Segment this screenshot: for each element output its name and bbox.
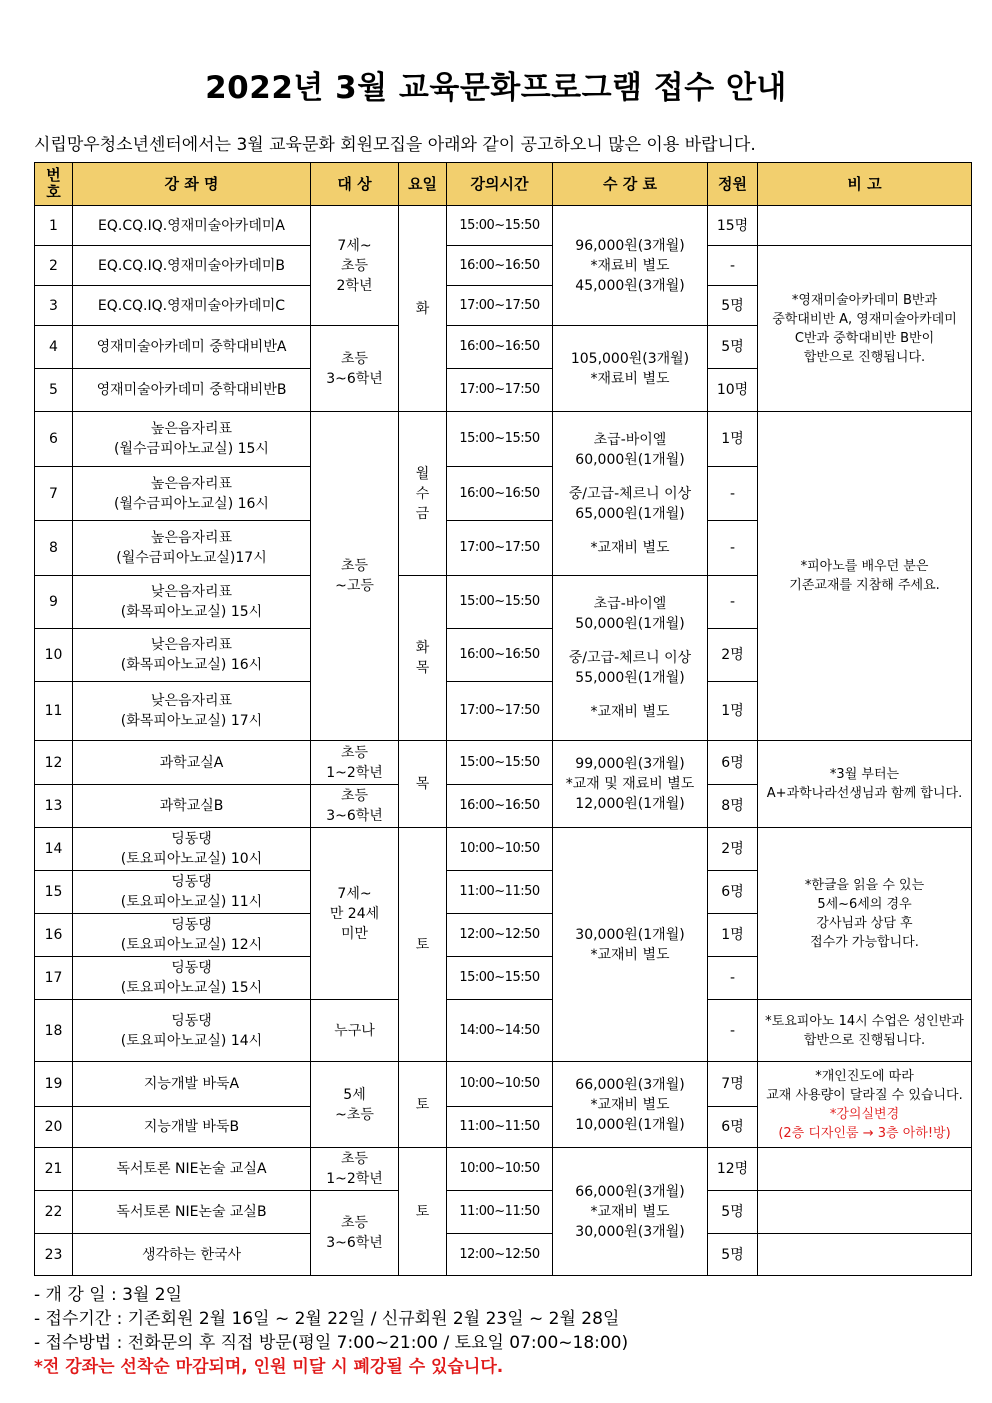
header-row — [35, 163, 972, 206]
remarks-cell: *영재미술아카데미 B반과 중학대비반 A, 영재미술아카데미 C반과 중학대비반 B반이 합반으로 진행됩니다. — [758, 246, 972, 412]
page-title: 2022년 3월 교육문화프로그램 접수 안내 — [205, 70, 787, 106]
header-day: 요일 — [399, 163, 447, 206]
target-cell: 초등 1~2학년 — [311, 741, 399, 785]
day-cell: 목 — [399, 741, 447, 828]
row-num: 4 — [35, 326, 73, 369]
row-num: 22 — [35, 1191, 73, 1234]
time-cell: 14:00~14:50 — [447, 1000, 553, 1062]
time-cell: 16:00~16:50 — [447, 629, 553, 682]
row-num: 21 — [35, 1148, 73, 1191]
course-name: 높은음자리표 (월수금피아노교실) 15시 — [73, 412, 311, 467]
row-num: 13 — [35, 785, 73, 828]
row-num: 11 — [35, 682, 73, 741]
course-name: 영재미술아카데미 중학대비반B — [73, 369, 311, 412]
remarks-cell: *개인진도에 따라 교재 사용량이 달라질 수 있습니다. *강의실변경 (2층 디자인룸 → 3층 아하!방) — [758, 1062, 972, 1148]
time-cell: 16:00~16:50 — [447, 467, 553, 521]
header-num: 번 호 — [35, 163, 73, 206]
row-num: 1 — [35, 206, 73, 246]
remarks-cell: *한글을 읽을 수 있는 5세~6세의 경우 강사님과 상담 후 접수가 가능합니다. — [758, 828, 972, 1000]
capacity-cell: 5명 — [708, 326, 758, 369]
opening-date: - 개 강 일 : 3월 2일 — [34, 1285, 183, 1305]
row-num: 7 — [35, 467, 73, 521]
course-name: 낮은음자리표 (화목피아노교실) 15시 — [73, 576, 311, 629]
course-name: EQ.CQ.IQ.영재미술아카데미A — [73, 206, 311, 246]
capacity-cell: - — [708, 957, 758, 1000]
capacity-cell: 6명 — [708, 871, 758, 914]
day-cell: 화 — [399, 206, 447, 412]
table-row — [35, 1234, 972, 1276]
remarks-cell — [758, 1191, 972, 1234]
capacity-cell: 12명 — [708, 1148, 758, 1191]
capacity-cell: 2명 — [708, 629, 758, 682]
header-time: 강의시간 — [447, 163, 553, 206]
time-cell: 15:00~15:50 — [447, 412, 553, 467]
target-cell: 초등 1~2학년 — [311, 1148, 399, 1191]
course-name: 영재미술아카데미 중학대비반A — [73, 326, 311, 369]
remarks-cell: *토요피아노 14시 수업은 성인반과 합반으로 진행됩니다. — [758, 1000, 972, 1062]
capacity-cell: 1명 — [708, 914, 758, 957]
day-cell: 토 — [399, 828, 447, 1062]
table-row — [35, 828, 972, 871]
course-name: 독서토론 NIE논술 교실B — [73, 1191, 311, 1234]
time-cell: 11:00~11:50 — [447, 1191, 553, 1234]
time-cell: 11:00~11:50 — [447, 1107, 553, 1148]
capacity-cell: - — [708, 576, 758, 629]
table-row — [35, 206, 972, 246]
row-num: 17 — [35, 957, 73, 1000]
row-num: 3 — [35, 286, 73, 326]
fee-cell: 99,000원(3개월) *교재 및 재료비 별도 12,000원(1개월) — [553, 741, 708, 828]
course-name: EQ.CQ.IQ.영재미술아카데미B — [73, 246, 311, 286]
course-name: 낮은음자리표 (화목피아노교실) 17시 — [73, 682, 311, 741]
row-num: 12 — [35, 741, 73, 785]
row-num: 18 — [35, 1000, 73, 1062]
capacity-cell: 8명 — [708, 785, 758, 828]
course-name: 독서토론 NIE논술 교실A — [73, 1148, 311, 1191]
target-cell: 7세~ 만 24세 미만 — [311, 828, 399, 1000]
course-name: 딩동댕 (토요피아노교실) 11시 — [73, 871, 311, 914]
fee-cell: 66,000원(3개월) *교재비 별도 30,000원(3개월) — [553, 1148, 708, 1276]
row-num: 8 — [35, 521, 73, 576]
time-cell: 16:00~16:50 — [447, 246, 553, 286]
target-cell: 초등 3~6학년 — [311, 326, 399, 412]
closing-warning: *전 강좌는 선착순 마감되며, 인원 미달 시 폐강될 수 있습니다. — [34, 1357, 504, 1377]
capacity-cell: 15명 — [708, 206, 758, 246]
header-remarks: 비 고 — [758, 163, 972, 206]
intro-text: 시립망우청소년센터에서는 3월 교육문화 회원모집을 아래와 같이 공고하오니 많은 이용 바랍니다. — [34, 135, 756, 155]
fee-cell: 초급-바이엘 50,000원(1개월) 중/고급-체르니 이상 55,000원(1개월) *교재비 별도 — [553, 576, 708, 741]
target-cell: 초등 3~6학년 — [311, 1191, 399, 1276]
time-cell: 11:00~11:50 — [447, 871, 553, 914]
capacity-cell: 5명 — [708, 1234, 758, 1276]
target-cell: 초등 3~6학년 — [311, 785, 399, 828]
capacity-cell: 1명 — [708, 682, 758, 741]
remarks-cell: *피아노를 배우던 분은 기존교재를 지참해 주세요. — [758, 412, 972, 741]
target-cell: 초등 ~고등 — [311, 412, 399, 741]
capacity-cell: 5명 — [708, 1191, 758, 1234]
table-row — [35, 1148, 972, 1191]
course-name: 높은음자리표 (월수금피아노교실) 16시 — [73, 467, 311, 521]
day-cell: 월 수 금 — [399, 412, 447, 576]
time-cell: 15:00~15:50 — [447, 206, 553, 246]
time-cell: 17:00~17:50 — [447, 286, 553, 326]
registration-period: - 접수기간 : 기존회원 2월 16일 ~ 2월 22일 / 신규회원 2월 23일 ~ 2월 28일 — [34, 1309, 620, 1329]
room-change-detail: (2층 디자인룸 → 3층 아하!방) — [778, 1125, 951, 1141]
table-row — [35, 1000, 972, 1062]
course-name: 딩동댕 (토요피아노교실) 15시 — [73, 957, 311, 1000]
target-cell: 5세 ~초등 — [311, 1062, 399, 1148]
remarks-cell: *3월 부터는 A+과학나라선생님과 함께 합니다. — [758, 741, 972, 828]
course-name: 딩동댕 (토요피아노교실) 10시 — [73, 828, 311, 871]
course-name: 생각하는 한국사 — [73, 1234, 311, 1276]
table-row — [35, 1062, 972, 1107]
room-change-note: *강의실변경 — [829, 1106, 900, 1122]
target-cell: 누구나 — [311, 1000, 399, 1062]
time-cell: 12:00~12:50 — [447, 1234, 553, 1276]
registration-method: - 접수방법 : 전화문의 후 직접 방문(평일 7:00~21:00 / 토요일 07:00~18:00) — [34, 1333, 629, 1353]
capacity-cell: 5명 — [708, 286, 758, 326]
remarks-cell — [758, 1234, 972, 1276]
header-target: 대 상 — [311, 163, 399, 206]
course-name: 딩동댕 (토요피아노교실) 12시 — [73, 914, 311, 957]
course-name: 지능개발 바둑B — [73, 1107, 311, 1148]
course-name: 지능개발 바둑A — [73, 1062, 311, 1107]
time-cell: 15:00~15:50 — [447, 741, 553, 785]
fee-cell: 초급-바이엘 60,000원(1개월) 중/고급-체르니 이상 65,000원(1개월) *교재비 별도 — [553, 412, 708, 576]
course-name: EQ.CQ.IQ.영재미술아카데미C — [73, 286, 311, 326]
course-name: 낮은음자리표 (화목피아노교실) 16시 — [73, 629, 311, 682]
capacity-cell: 2명 — [708, 828, 758, 871]
time-cell: 16:00~16:50 — [447, 785, 553, 828]
time-cell: 12:00~12:50 — [447, 914, 553, 957]
day-cell: 토 — [399, 1148, 447, 1276]
table-row — [35, 412, 972, 467]
table-row — [35, 1191, 972, 1234]
day-cell: 토 — [399, 1062, 447, 1148]
course-name: 과학교실B — [73, 785, 311, 828]
row-num: 10 — [35, 629, 73, 682]
time-cell: 15:00~15:50 — [447, 576, 553, 629]
time-cell: 17:00~17:50 — [447, 369, 553, 412]
course-name: 과학교실A — [73, 741, 311, 785]
capacity-cell: 1명 — [708, 412, 758, 467]
row-num: 19 — [35, 1062, 73, 1107]
fee-cell: 105,000원(3개월) *재료비 별도 — [553, 326, 708, 412]
row-num: 20 — [35, 1107, 73, 1148]
row-num: 6 — [35, 412, 73, 467]
table-row — [35, 246, 972, 286]
header-capacity: 정원 — [708, 163, 758, 206]
course-name: 딩동댕 (토요피아노교실) 14시 — [73, 1000, 311, 1062]
remarks-cell — [758, 206, 972, 246]
day-cell: 화 목 — [399, 576, 447, 741]
fee-cell: 96,000원(3개월) *재료비 별도 45,000원(3개월) — [553, 206, 708, 326]
header-course: 강 좌 명 — [73, 163, 311, 206]
capacity-cell: - — [708, 1000, 758, 1062]
time-cell: 17:00~17:50 — [447, 521, 553, 576]
capacity-cell: 6명 — [708, 1107, 758, 1148]
fee-cell: 30,000원(1개월) *교재비 별도 — [553, 828, 708, 1062]
header-fee: 수 강 료 — [553, 163, 708, 206]
capacity-cell: 10명 — [708, 369, 758, 412]
course-name: 높은음자리표 (월수금피아노교실)17시 — [73, 521, 311, 576]
row-num: 16 — [35, 914, 73, 957]
row-num: 14 — [35, 828, 73, 871]
row-num: 9 — [35, 576, 73, 629]
row-num: 5 — [35, 369, 73, 412]
row-num: 15 — [35, 871, 73, 914]
target-cell: 7세~ 초등 2학년 — [311, 206, 399, 326]
capacity-cell: - — [708, 467, 758, 521]
row-num: 2 — [35, 246, 73, 286]
time-cell: 10:00~10:50 — [447, 1062, 553, 1107]
schedule-table — [34, 162, 972, 1276]
fee-cell: 66,000원(3개월) *교재비 별도 10,000원(1개월) — [553, 1062, 708, 1148]
time-cell: 16:00~16:50 — [447, 326, 553, 369]
remarks-cell — [758, 1148, 972, 1191]
capacity-cell: 6명 — [708, 741, 758, 785]
capacity-cell: - — [708, 521, 758, 576]
time-cell: 15:00~15:50 — [447, 957, 553, 1000]
time-cell: 10:00~10:50 — [447, 828, 553, 871]
time-cell: 10:00~10:50 — [447, 1148, 553, 1191]
table-row — [35, 741, 972, 785]
capacity-cell: 7명 — [708, 1062, 758, 1107]
footer-notes — [34, 1283, 628, 1379]
row-num: 23 — [35, 1234, 73, 1276]
capacity-cell: - — [708, 246, 758, 286]
time-cell: 17:00~17:50 — [447, 682, 553, 741]
